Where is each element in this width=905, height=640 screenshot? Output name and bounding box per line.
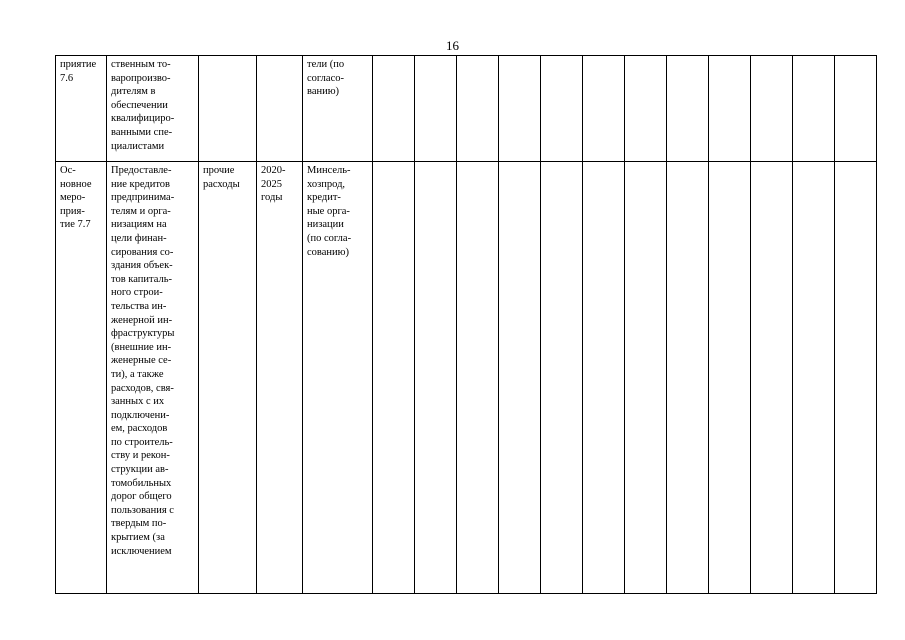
measure-name-cell: приятие 7.6 — [56, 56, 107, 162]
period-cell — [257, 56, 303, 162]
page-number: 16 — [446, 38, 459, 53]
value-cell — [415, 56, 457, 162]
value-cell — [583, 162, 625, 594]
value-cell — [457, 56, 499, 162]
value-cell — [835, 56, 877, 162]
value-cell — [499, 162, 541, 594]
executor-cell: Минсель- хозпрод, кредит- ные орга- низации (по согла- сованию) — [303, 162, 373, 594]
table-row — [56, 56, 877, 162]
table-row — [56, 162, 877, 594]
value-cell — [709, 56, 751, 162]
value-cell — [793, 162, 835, 594]
program-table — [55, 55, 877, 594]
value-cell — [751, 56, 793, 162]
value-cell — [457, 162, 499, 594]
funding-source-cell — [199, 56, 257, 162]
value-cell — [583, 56, 625, 162]
value-cell — [709, 162, 751, 594]
value-cell — [541, 56, 583, 162]
period-cell: 2020- 2025 годы — [257, 162, 303, 594]
executor-cell: тели (по согласо- ванию) — [303, 56, 373, 162]
value-cell — [625, 56, 667, 162]
value-cell — [667, 56, 709, 162]
value-cell — [373, 56, 415, 162]
value-cell — [373, 162, 415, 594]
value-cell — [835, 162, 877, 594]
funding-source-cell: прочие расходы — [199, 162, 257, 594]
measure-description-cell: Предоставле- ние кредитов предпринима- телям и орга- низациям на цели финан- сирования со- здания объек- тов капиталь- ного строи- тельства ин- женерной ин- фраструктуры (внешние ин- женерные се- ти), а также расходов, свя- занных с их подключени- ем, расходов по строитель- ству и рекон- струкции ав- томобильных дорог общего пользования с твердым по- крытием (за исключением — [107, 162, 199, 594]
value-cell — [541, 162, 583, 594]
measure-description-cell: ственным то- варопроизво- дителям в обеспечении квалифициро- ванными спе- циалистами — [107, 56, 199, 162]
value-cell — [499, 56, 541, 162]
measure-name-cell: Ос- новное меро- прия- тие 7.7 — [56, 162, 107, 594]
value-cell — [793, 56, 835, 162]
value-cell — [625, 162, 667, 594]
value-cell — [751, 162, 793, 594]
value-cell — [667, 162, 709, 594]
value-cell — [415, 162, 457, 594]
